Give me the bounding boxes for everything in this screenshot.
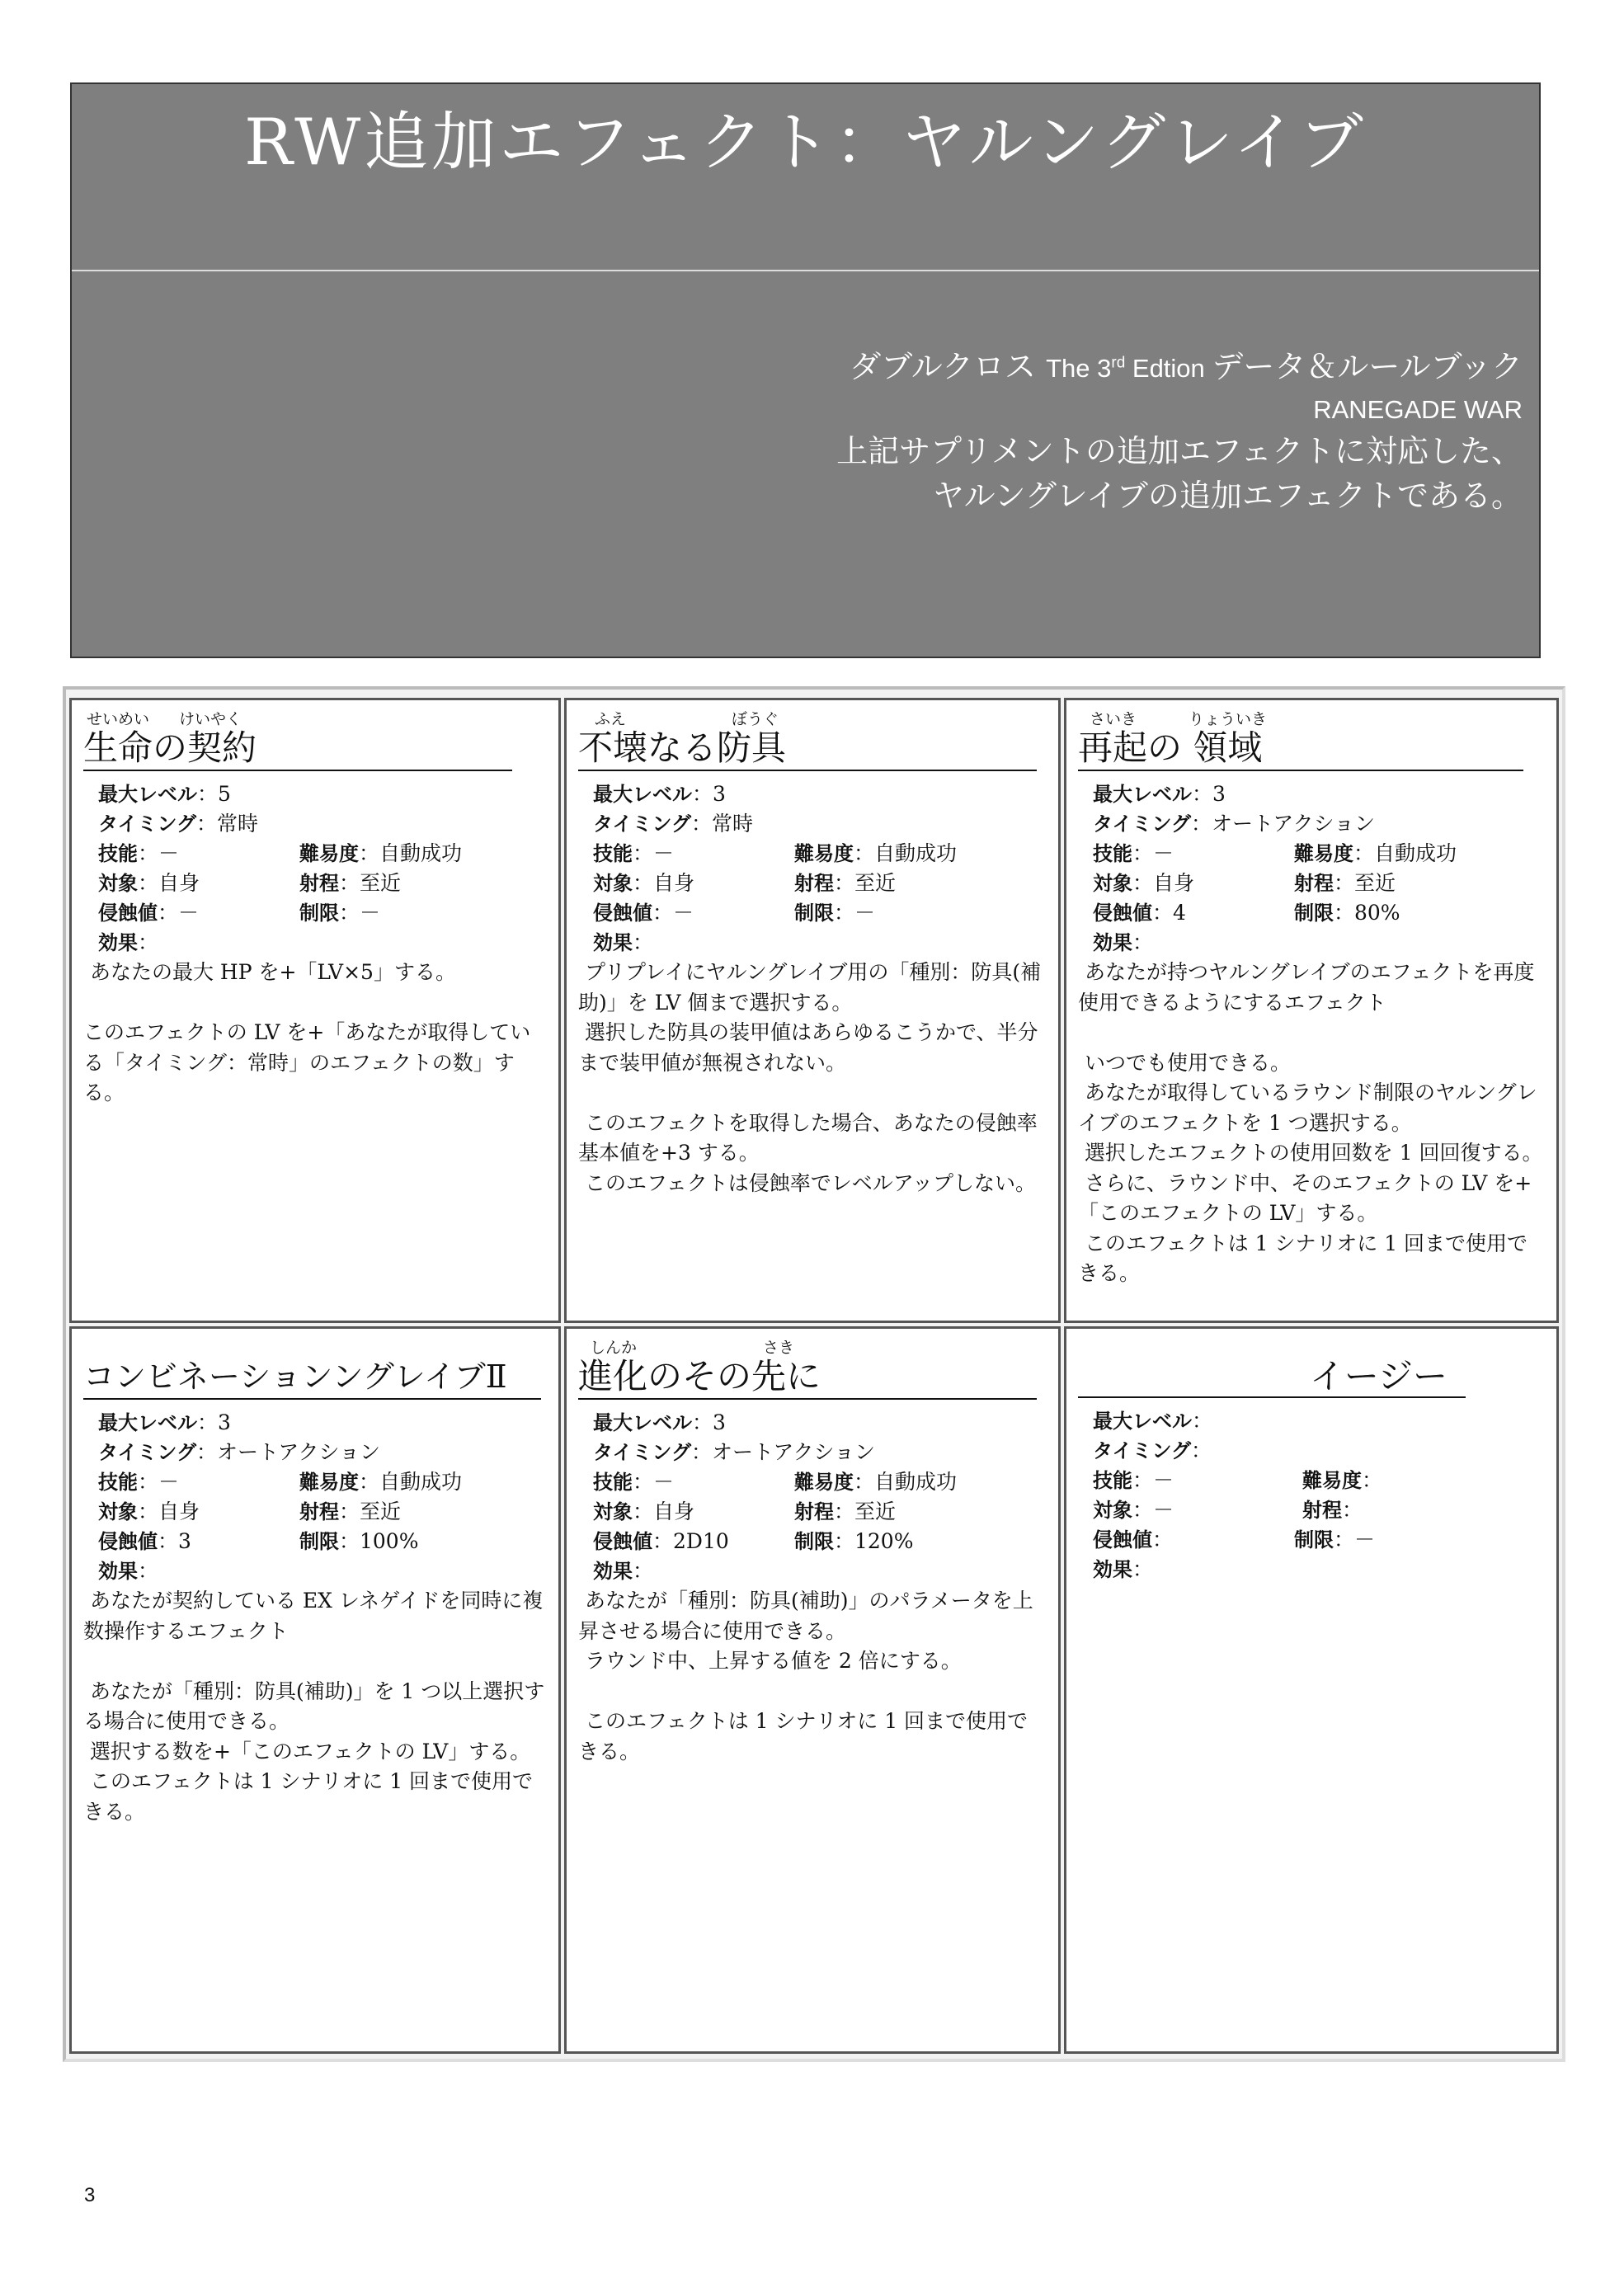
stat-value: ： bbox=[1132, 930, 1154, 954]
card-title: 再起の 領域 bbox=[1078, 727, 1523, 771]
stat-value: ：－ bbox=[834, 901, 876, 925]
header-divider bbox=[72, 270, 1539, 271]
stat-value: ：自身 bbox=[633, 1500, 695, 1523]
stat-timing bbox=[1078, 809, 1545, 839]
stat-label: 技能 bbox=[1093, 1469, 1132, 1492]
effect-description: あなたの最大 HP を+「LV×5」する。 このエフェクトの LV を+「あなたが取得している「タイミング：常時」のエフェクトの数」する。 bbox=[83, 960, 531, 1104]
stat-label: 侵蝕値 bbox=[1093, 1528, 1152, 1551]
stat-label: 技能 bbox=[98, 1471, 138, 1494]
stat-label: タイミング bbox=[593, 1441, 692, 1464]
stat-value: ：3 bbox=[197, 1410, 231, 1434]
stat-value: ：－ bbox=[138, 841, 180, 865]
effect-card bbox=[564, 1326, 1061, 2054]
stat-value: ：80% bbox=[1334, 901, 1400, 925]
stat-label: 最大レベル bbox=[98, 783, 197, 806]
stat-value: ：－ bbox=[633, 841, 675, 865]
stat-max-level bbox=[1078, 779, 1545, 809]
stat-value: ： bbox=[1342, 1498, 1363, 1522]
stat-col2 bbox=[299, 1527, 418, 1556]
stat-label: 最大レベル bbox=[593, 783, 692, 806]
stat-effect bbox=[1078, 928, 1545, 958]
stat-value: ：至近 bbox=[834, 871, 897, 895]
stat-value: ：自身 bbox=[633, 871, 695, 895]
stat-value: ： bbox=[1191, 1438, 1212, 1462]
stat-label: 技能 bbox=[98, 842, 138, 865]
edition-text: The 3 bbox=[1046, 354, 1112, 384]
stat-col2 bbox=[1302, 1466, 1382, 1495]
stat-col2 bbox=[1302, 1495, 1363, 1525]
stat-label: 侵蝕値 bbox=[593, 1530, 652, 1553]
stat-label: タイミング bbox=[98, 812, 197, 836]
effect-card bbox=[1064, 1326, 1559, 2054]
stat-label: 効果 bbox=[98, 931, 138, 954]
subtitle-line-3: 上記サプリメントの追加エフェクトに対応した、 bbox=[836, 433, 1523, 470]
effect-card bbox=[564, 698, 1061, 1323]
stat-effect bbox=[578, 1556, 1047, 1586]
ruby-text: しんか bbox=[590, 1339, 638, 1357]
stat-effect bbox=[578, 928, 1047, 958]
stat-value: ：自動成功 bbox=[854, 841, 958, 865]
stat-timing bbox=[83, 1438, 547, 1467]
stat-value: ：自動成功 bbox=[359, 841, 463, 865]
stat-label: 射程 bbox=[794, 1500, 834, 1523]
stat-value: ：－ bbox=[652, 901, 694, 925]
stat-effect bbox=[1078, 1555, 1545, 1584]
ruby-text: りょういき bbox=[1189, 710, 1268, 728]
stat-label: 射程 bbox=[794, 872, 834, 895]
stat-label: 対象 bbox=[98, 872, 138, 895]
stat-target-range bbox=[578, 1497, 1047, 1527]
stat-value: ：自動成功 bbox=[854, 1470, 958, 1494]
stat-label: 対象 bbox=[98, 1500, 138, 1523]
stat-value: ：常時 bbox=[691, 812, 754, 836]
stat-value: ：オートアクション bbox=[1191, 812, 1376, 836]
stat-label: 侵蝕値 bbox=[98, 1530, 158, 1553]
stat-col2 bbox=[794, 1527, 913, 1556]
stat-target-range bbox=[578, 869, 1047, 898]
stat-label: 難易度 bbox=[299, 842, 359, 865]
stat-label: 効果 bbox=[593, 1560, 633, 1583]
stat-label: 対象 bbox=[593, 1500, 633, 1523]
stat-col2 bbox=[794, 1467, 957, 1497]
ruby-text: さき bbox=[763, 1339, 795, 1357]
stat-max-level bbox=[83, 779, 547, 809]
card-title: 生命の契約 bbox=[83, 727, 512, 771]
stat-erosion-limit bbox=[578, 898, 1047, 928]
card-title: 不壊なる防具 bbox=[578, 727, 1037, 771]
ruby-text: けいやく bbox=[179, 710, 242, 728]
stat-value: ：－ bbox=[1132, 1468, 1174, 1492]
stat-col2 bbox=[1294, 839, 1457, 869]
stat-max-level bbox=[83, 1408, 547, 1438]
title-ruby bbox=[578, 1335, 1047, 1355]
stat-col2 bbox=[299, 839, 462, 869]
stat-col2 bbox=[794, 1497, 896, 1527]
stat-skill-difficulty bbox=[578, 839, 1047, 869]
title-ruby bbox=[1078, 707, 1545, 727]
stat-value: ： bbox=[1132, 1557, 1154, 1581]
stat-max-level bbox=[1078, 1406, 1545, 1436]
stat-value: ： bbox=[1192, 1409, 1213, 1433]
page-number: 3 bbox=[84, 2184, 96, 2206]
stat-label: 難易度 bbox=[1294, 842, 1353, 865]
card-title: コンビネーションングレイブⅡ bbox=[83, 1355, 541, 1400]
stat-value: ：120% bbox=[834, 1529, 914, 1553]
stat-label: 制限 bbox=[794, 1530, 834, 1553]
stat-value: ：常時 bbox=[196, 812, 259, 836]
stat-value: ：－ bbox=[1132, 841, 1174, 865]
stat-label: タイミング bbox=[98, 1441, 197, 1464]
stat-timing bbox=[1078, 1436, 1545, 1466]
subtitle-line-4: ヤルングレイブの追加エフェクトである。 bbox=[933, 478, 1523, 515]
stat-col2 bbox=[1294, 869, 1396, 898]
stat-label: 制限 bbox=[299, 1530, 339, 1553]
stat-value: ：3 bbox=[158, 1529, 191, 1553]
page-title: RW追加エフェクト：ヤルングレイブ bbox=[244, 106, 1367, 180]
stat-label: 最大レベル bbox=[98, 1411, 197, 1434]
stat-max-level bbox=[578, 779, 1047, 809]
stat-value: ：－ bbox=[1334, 1528, 1376, 1551]
stat-label: タイミング bbox=[1093, 1439, 1192, 1462]
stat-timing bbox=[578, 809, 1047, 839]
effect-card bbox=[69, 698, 561, 1323]
stat-value: ：オートアクション bbox=[691, 1440, 876, 1464]
title-ruby bbox=[83, 707, 547, 727]
edition-text-2: Edtion bbox=[1125, 354, 1212, 384]
stat-value: ：－ bbox=[1132, 1498, 1174, 1522]
stat-erosion-limit bbox=[83, 898, 547, 928]
stat-value: ：至近 bbox=[1334, 871, 1396, 895]
stat-label: 最大レベル bbox=[593, 1411, 692, 1434]
title-ruby bbox=[578, 707, 1047, 727]
stat-label: 技能 bbox=[593, 842, 633, 865]
stat-target-range bbox=[83, 869, 547, 898]
stat-label: 制限 bbox=[794, 902, 834, 925]
stat-skill-difficulty bbox=[83, 839, 547, 869]
stat-value: ：3 bbox=[692, 782, 726, 806]
subtitle-suffix: データ＆ルールブック bbox=[1212, 348, 1523, 385]
stat-label: 侵蝕値 bbox=[593, 902, 652, 925]
subtitle-prefix: ダブルクロス bbox=[850, 348, 1036, 385]
stat-label: タイミング bbox=[593, 812, 692, 836]
stat-label: 難易度 bbox=[1302, 1469, 1362, 1492]
stat-skill-difficulty bbox=[83, 1467, 547, 1497]
stat-col2 bbox=[299, 1467, 462, 1497]
stat-label: 効果 bbox=[1093, 931, 1132, 954]
stat-value: ： bbox=[138, 930, 159, 954]
stat-value: ：4 bbox=[1152, 901, 1186, 925]
stat-value: ：自動成功 bbox=[1353, 841, 1457, 865]
stat-value: ：自身 bbox=[1132, 871, 1195, 895]
stat-value: ：3 bbox=[1192, 782, 1226, 806]
stat-label: 射程 bbox=[299, 872, 339, 895]
stat-label: 難易度 bbox=[794, 842, 854, 865]
stat-label: 射程 bbox=[1294, 872, 1334, 895]
effect-description: プリプレイにヤルングレイブ用の「種別：防具(補助)」を LV 個まで選択する。 選択した防具の装甲値はあらゆるこうかで、半分まで装甲値が無視されない。 このエフェクトを取得した場合、あなたの侵蝕率基本値を+3 する。 このエフェクトは侵蝕率でレベルアップしない。 bbox=[578, 960, 1042, 1195]
stat-effect bbox=[83, 928, 547, 958]
stat-label: 制限 bbox=[1294, 902, 1334, 925]
stat-value: ：－ bbox=[158, 901, 200, 925]
stat-label: 射程 bbox=[1302, 1499, 1342, 1522]
stat-value: ：100% bbox=[339, 1529, 419, 1553]
stat-label: 効果 bbox=[98, 1560, 138, 1583]
effect-card bbox=[69, 1326, 561, 2054]
stat-col2 bbox=[299, 1497, 401, 1527]
stat-value: ：自身 bbox=[138, 871, 200, 895]
stat-label: 難易度 bbox=[794, 1471, 854, 1494]
stat-col2 bbox=[1294, 1525, 1375, 1555]
stat-label: 技能 bbox=[593, 1471, 633, 1494]
stat-value: ： bbox=[633, 1559, 654, 1583]
stat-label: タイミング bbox=[1093, 812, 1192, 836]
stat-label: 効果 bbox=[593, 931, 633, 954]
ruby-text: さいき bbox=[1090, 710, 1137, 728]
edition-sup: rd bbox=[1111, 355, 1126, 372]
stat-value: ：至近 bbox=[834, 1500, 897, 1523]
stat-max-level bbox=[578, 1408, 1047, 1438]
card-title: 進化のその先に bbox=[578, 1355, 1037, 1400]
stat-timing bbox=[83, 809, 547, 839]
stat-value: ：自身 bbox=[138, 1500, 200, 1523]
effect-card-grid bbox=[63, 686, 1565, 2062]
stat-target-range bbox=[1078, 1495, 1545, 1525]
stat-label: 最大レベル bbox=[1093, 1410, 1192, 1433]
stat-value: ： bbox=[138, 1559, 159, 1583]
subtitle-line-1 bbox=[836, 341, 1523, 391]
stat-value: ：至近 bbox=[339, 871, 402, 895]
ruby-text: せいめい bbox=[87, 710, 150, 728]
stat-label: 侵蝕値 bbox=[1093, 902, 1152, 925]
stat-col2 bbox=[1294, 898, 1400, 928]
card-title: イージー bbox=[1078, 1355, 1466, 1398]
stat-value: ：3 bbox=[692, 1410, 726, 1434]
stat-label: 制限 bbox=[1294, 1528, 1334, 1551]
stat-label: 対象 bbox=[1093, 1499, 1132, 1522]
stat-label: 射程 bbox=[299, 1500, 339, 1523]
stat-label: 難易度 bbox=[299, 1471, 359, 1494]
subtitle-edition bbox=[1046, 354, 1212, 383]
effect-description: あなたが契約している EX レネゲイドを同時に複数操作するエフェクト あなたが「種別：防具(補助)」を 1 つ以上選択する場合に使用できる。 選択する数を+「このエフェクトの LV」する。 このエフェクトは 1 シナリオに 1 回まで使用できる。 bbox=[83, 1589, 545, 1824]
stat-label: 技能 bbox=[1093, 842, 1132, 865]
stat-label: 対象 bbox=[593, 872, 633, 895]
stat-skill-difficulty bbox=[1078, 1466, 1545, 1495]
stat-label: 侵蝕値 bbox=[98, 902, 158, 925]
stat-erosion-limit bbox=[83, 1527, 547, 1556]
stat-erosion-limit bbox=[1078, 898, 1545, 928]
stat-value: ： bbox=[633, 930, 654, 954]
stat-col2 bbox=[794, 839, 957, 869]
stat-target-range bbox=[1078, 869, 1545, 898]
stat-value: ：5 bbox=[197, 782, 231, 806]
stat-erosion-limit bbox=[1078, 1525, 1545, 1555]
title-ruby bbox=[83, 1335, 547, 1355]
stat-col2 bbox=[794, 869, 896, 898]
subtitle-line-2: RANEGADE WAR bbox=[1313, 395, 1523, 425]
stat-value: ：オートアクション bbox=[196, 1440, 381, 1464]
effect-description: あなたが「種別：防具(補助)」のパラメータを上昇させる場合に使用できる。 ラウンド中、上昇する値を 2 倍にする。 このエフェクトは 1 シナリオに 1 回まで使用できる。 bbox=[578, 1589, 1033, 1763]
stat-value: ：自動成功 bbox=[359, 1470, 463, 1494]
stat-col2 bbox=[299, 898, 380, 928]
stat-erosion-limit bbox=[578, 1527, 1047, 1556]
stat-target-range bbox=[83, 1497, 547, 1527]
stat-value: ：－ bbox=[138, 1470, 180, 1494]
stat-value: ：至近 bbox=[339, 1500, 402, 1523]
stat-value: ： bbox=[1362, 1468, 1383, 1492]
stat-label: 制限 bbox=[299, 902, 339, 925]
stat-col2 bbox=[794, 898, 875, 928]
ruby-text: ふえ bbox=[595, 710, 627, 728]
ruby-text: ぼうぐ bbox=[732, 710, 779, 728]
stat-value: ：－ bbox=[633, 1470, 675, 1494]
stat-effect bbox=[83, 1556, 547, 1586]
title-ruby bbox=[1078, 1335, 1545, 1355]
stat-label: 対象 bbox=[1093, 872, 1132, 895]
stat-skill-difficulty bbox=[1078, 839, 1545, 869]
stat-col2 bbox=[299, 869, 401, 898]
effect-card bbox=[1064, 698, 1559, 1323]
stat-timing bbox=[578, 1438, 1047, 1467]
stat-label: 最大レベル bbox=[1093, 783, 1192, 806]
header-subtitle bbox=[836, 341, 1523, 518]
effect-description: あなたが持つヤルングレイブのエフェクトを再度使用できるようにするエフェクト いつでも使用できる。 あなたが取得しているラウンド制限のヤルングレイブのエフェクトを 1 つ選択する。 選択したエフェクトの使用回数を 1 回回復する。 さらに、ラウンド中、そのエフェクトの LV を+「このエフェクトの LV」する。 このエフェクトは 1 シナリオに 1 回まで使用できる。 bbox=[1078, 960, 1543, 1285]
stat-label: 効果 bbox=[1093, 1558, 1132, 1581]
stat-value: ： bbox=[1152, 1528, 1174, 1551]
stat-skill-difficulty bbox=[578, 1467, 1047, 1497]
stat-value: ：－ bbox=[339, 901, 381, 925]
stat-value: ：2D10 bbox=[652, 1529, 729, 1553]
header-banner bbox=[70, 82, 1541, 658]
